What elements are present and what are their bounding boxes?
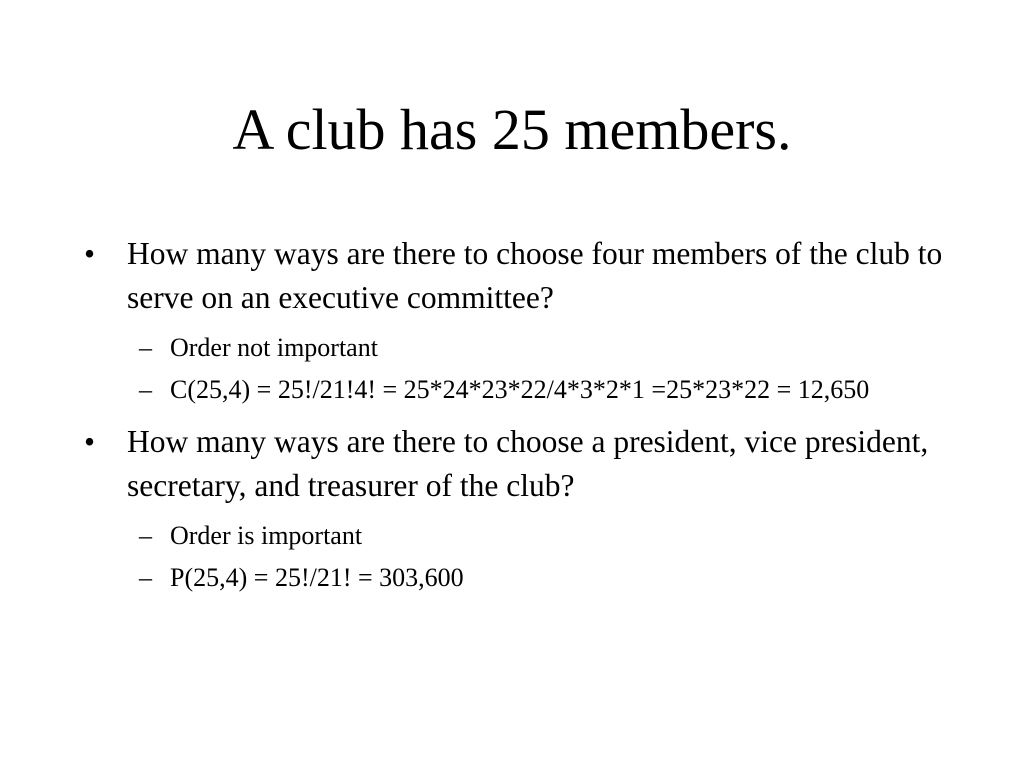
sub-bullet-text-1-1: Order not important	[170, 333, 378, 362]
sub-bullet-marker: –	[139, 563, 152, 592]
sub-bullet-text-1-2: C(25,4) = 25!/21!4! = 25*24*23*22/4*3*2*1 =25*23*22 = 12,650	[170, 375, 870, 404]
sub-bullet-text-2-1: Order is important	[170, 521, 363, 550]
slide-body	[84, 232, 964, 602]
sub-bullet-2-1	[127, 518, 964, 554]
sub-bullet-marker: –	[139, 333, 152, 362]
bullet-text-1: How many ways are there to choose four members of the club to serve on an executive committee?	[127, 236, 943, 315]
bullet-text-2: How many ways are there to choose a president, vice president, secretary, and treasurer of the club?	[127, 424, 929, 503]
bullet-item-2	[84, 420, 964, 508]
bullet-item-1	[84, 232, 964, 320]
slide-title: A club has 25 members.	[232, 97, 792, 162]
sub-bullet-1-2	[127, 372, 964, 408]
sub-bullet-2-2	[127, 560, 964, 596]
sub-bullet-text-2-2: P(25,4) = 25!/21! = 303,600	[170, 563, 464, 592]
sub-bullet-marker: –	[139, 521, 152, 550]
bullet-marker: •	[84, 424, 96, 459]
sub-bullet-1-1	[127, 330, 964, 366]
sub-bullet-marker: –	[139, 375, 152, 404]
bullet-marker: •	[84, 236, 96, 271]
